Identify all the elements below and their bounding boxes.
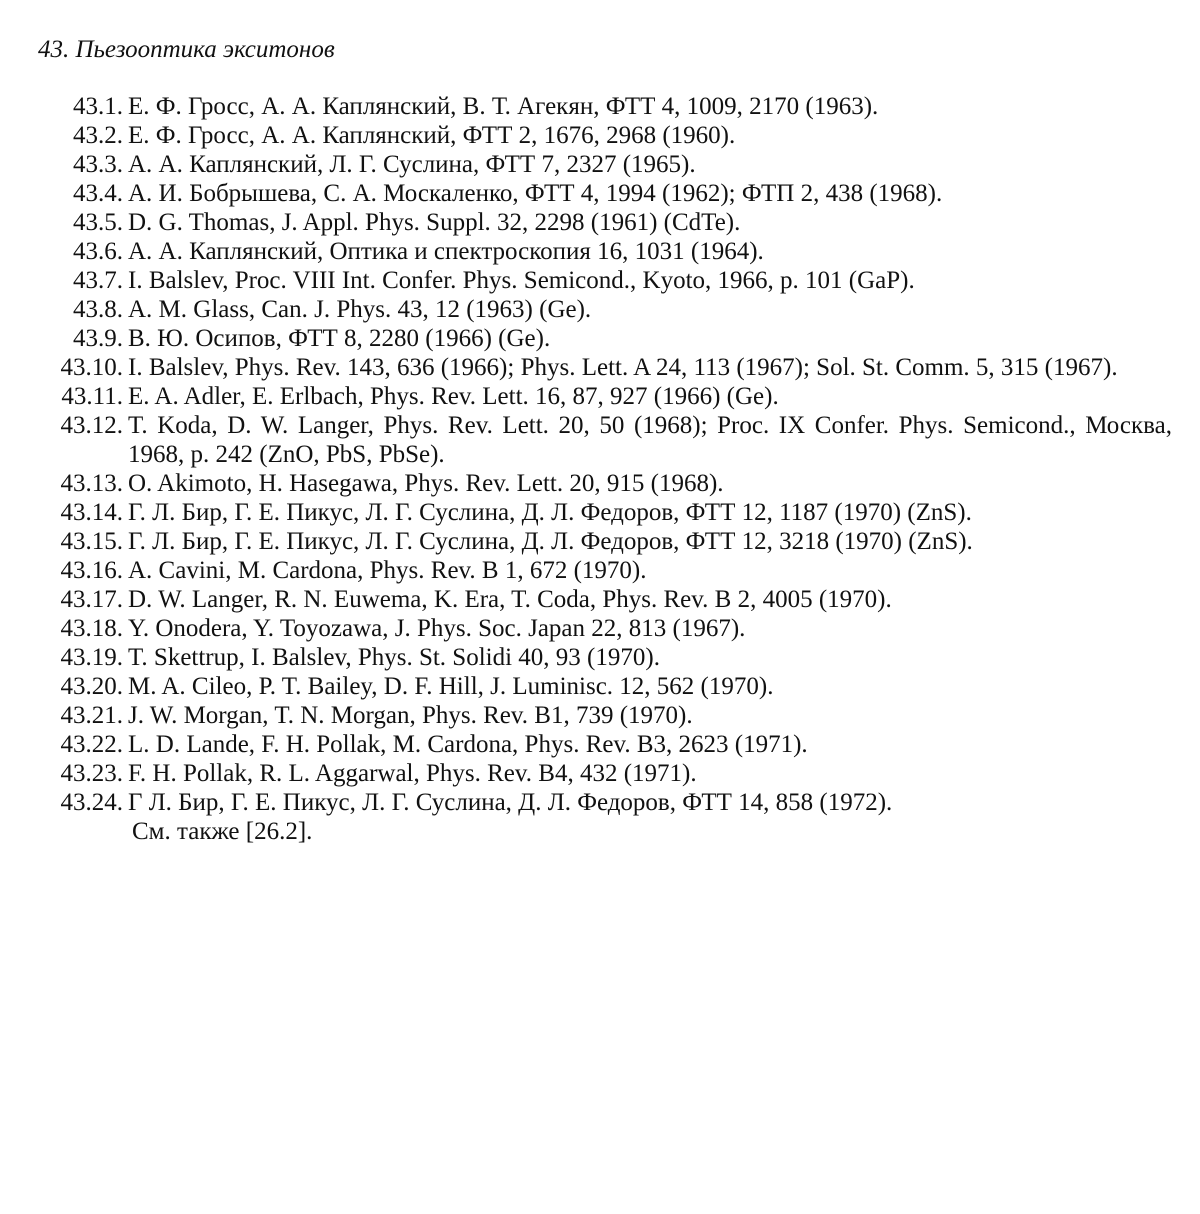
reference-text: В. Ю. Осипов, ФТТ 8, 2280 (1966) (Ge). <box>128 325 551 352</box>
reference-item <box>30 730 1172 759</box>
reference-item <box>30 672 1172 701</box>
reference-item <box>30 266 1172 295</box>
reference-text: O. Akimoto, H. Hasegawa, Phys. Rev. Lett. 20, 915 (1968). <box>128 470 724 497</box>
reference-text: А. А. Каплянский, Л. Г. Суслина, ФТТ 7, 2327 (1965). <box>128 151 696 178</box>
reference-number: 43.23. <box>60 760 123 787</box>
reference-number: 43.12. <box>60 412 123 439</box>
reference-number: 43.15. <box>60 528 123 555</box>
reference-text: L. D. Lande, F. H. Pollak, M. Cardona, Phys. Rev. B3, 2623 (1971). <box>128 731 808 758</box>
reference-number: 43.22. <box>60 731 123 758</box>
reference-item <box>30 179 1172 208</box>
reference-item <box>30 150 1172 179</box>
reference-number: 43.24. <box>60 789 123 816</box>
reference-text: Г Л. Бир, Г. Е. Пикус, Л. Г. Суслина, Д. Л. Федоров, ФТТ 14, 858 (1972). <box>128 789 893 816</box>
reference-number: 43.14. <box>60 499 123 526</box>
reference-text: I. Balslev, Proc. VIII Int. Confer. Phys. Semicond., Kyoto, 1966, p. 101 (GaP). <box>128 267 915 294</box>
reference-item <box>30 585 1172 614</box>
reference-item <box>30 411 1172 469</box>
reference-item <box>30 469 1172 498</box>
reference-text: A. Cavini, M. Cardona, Phys. Rev. B 1, 672 (1970). <box>128 557 647 584</box>
reference-text: T. Koda, D. W. Langer, Phys. Rev. Lett. 20, 50 (1968); Proc. IX Confer. Phys. Semicond., Москва, 1968, p. 242 (ZnO, PbS, PbSe). <box>128 412 1172 468</box>
reference-number: 43.13. <box>60 470 123 497</box>
reference-item <box>30 92 1172 121</box>
reference-text: Г. Л. Бир, Г. Е. Пикус, Л. Г. Суслина, Д. Л. Федоров, ФТТ 12, 1187 (1970) (ZnS). <box>128 499 972 526</box>
reference-item <box>30 295 1172 324</box>
reference-item <box>30 237 1172 266</box>
reference-item <box>30 324 1172 353</box>
reference-item <box>30 788 1172 817</box>
reference-text: Е. Ф. Гросс, А. А. Каплянский, В. Т. Агекян, ФТТ 4, 1009, 2170 (1963). <box>128 93 879 120</box>
reference-number: 43.18. <box>60 615 123 642</box>
reference-text: F. H. Pollak, R. L. Aggarwal, Phys. Rev. B4, 432 (1971). <box>128 760 697 787</box>
reference-number: 43.19. <box>60 644 123 671</box>
reference-text: А. А. Каплянский, Оптика и спектроскопия 16, 1031 (1964). <box>128 238 764 265</box>
reference-number: 43.6. <box>73 238 123 265</box>
reference-item <box>30 701 1172 730</box>
reference-number: 43.7. <box>73 267 123 294</box>
reference-number: 43.1. <box>73 93 123 120</box>
reference-number: 43.3. <box>73 151 123 178</box>
reference-number: 43.2. <box>73 122 123 149</box>
reference-item <box>30 614 1172 643</box>
reference-item <box>30 208 1172 237</box>
reference-text: J. W. Morgan, T. N. Morgan, Phys. Rev. B1, 739 (1970). <box>128 702 693 729</box>
reference-text: А. И. Бобрышева, С. А. Москаленко, ФТТ 4, 1994 (1962); ФТП 2, 438 (1968). <box>128 180 943 207</box>
reference-number: 43.17. <box>60 586 123 613</box>
see-also-note: См. также [26.2]. <box>132 818 313 845</box>
reference-text: M. A. Cileo, P. T. Bailey, D. F. Hill, J. Luminisc. 12, 562 (1970). <box>128 673 774 700</box>
reference-item <box>30 527 1172 556</box>
reference-number: 43.11. <box>61 383 123 410</box>
reference-item <box>30 759 1172 788</box>
reference-text: D. W. Langer, R. N. Euwema, K. Era, T. Coda, Phys. Rev. B 2, 4005 (1970). <box>128 586 892 613</box>
reference-number: 43.20. <box>60 673 123 700</box>
reference-text: T. Skettrup, I. Balslev, Phys. St. Solidi 40, 93 (1970). <box>128 644 660 671</box>
reference-item <box>30 556 1172 585</box>
reference-text: Е. Ф. Гросс, А. А. Каплянский, ФТТ 2, 1676, 2968 (1960). <box>128 122 736 149</box>
reference-text: Г. Л. Бир, Г. Е. Пикус, Л. Г. Суслина, Д. Л. Федоров, ФТТ 12, 3218 (1970) (ZnS). <box>128 528 973 555</box>
reference-item <box>30 643 1172 672</box>
reference-item <box>30 121 1172 150</box>
reference-number: 43.5. <box>73 209 123 236</box>
reference-number: 43.4. <box>73 180 123 207</box>
reference-item <box>30 498 1172 527</box>
section-title: 43. Пьезооптика экситонов <box>38 36 335 63</box>
reference-text: E. A. Adler, E. Erlbach, Phys. Rev. Lett. 16, 87, 927 (1966) (Ge). <box>128 383 779 410</box>
reference-text: D. G. Thomas, J. Appl. Phys. Suppl. 32, 2298 (1961) (CdTe). <box>128 209 741 236</box>
reference-number: 43.9. <box>73 325 123 352</box>
reference-number: 43.16. <box>60 557 123 584</box>
reference-text: Y. Onodera, Y. Toyozawa, J. Phys. Soc. Japan 22, 813 (1967). <box>128 615 746 642</box>
reference-text: A. M. Glass, Can. J. Phys. 43, 12 (1963) (Ge). <box>128 296 592 323</box>
reference-number: 43.21. <box>60 702 123 729</box>
reference-item <box>30 353 1172 382</box>
reference-number: 43.10. <box>60 354 123 381</box>
reference-list <box>30 92 1172 846</box>
reference-text: I. Balslev, Phys. Rev. 143, 636 (1966); Phys. Lett. A 24, 113 (1967); Sol. St. Comm. 5, 315 (1967). <box>128 354 1118 381</box>
reference-number: 43.8. <box>73 296 123 323</box>
reference-item <box>30 382 1172 411</box>
